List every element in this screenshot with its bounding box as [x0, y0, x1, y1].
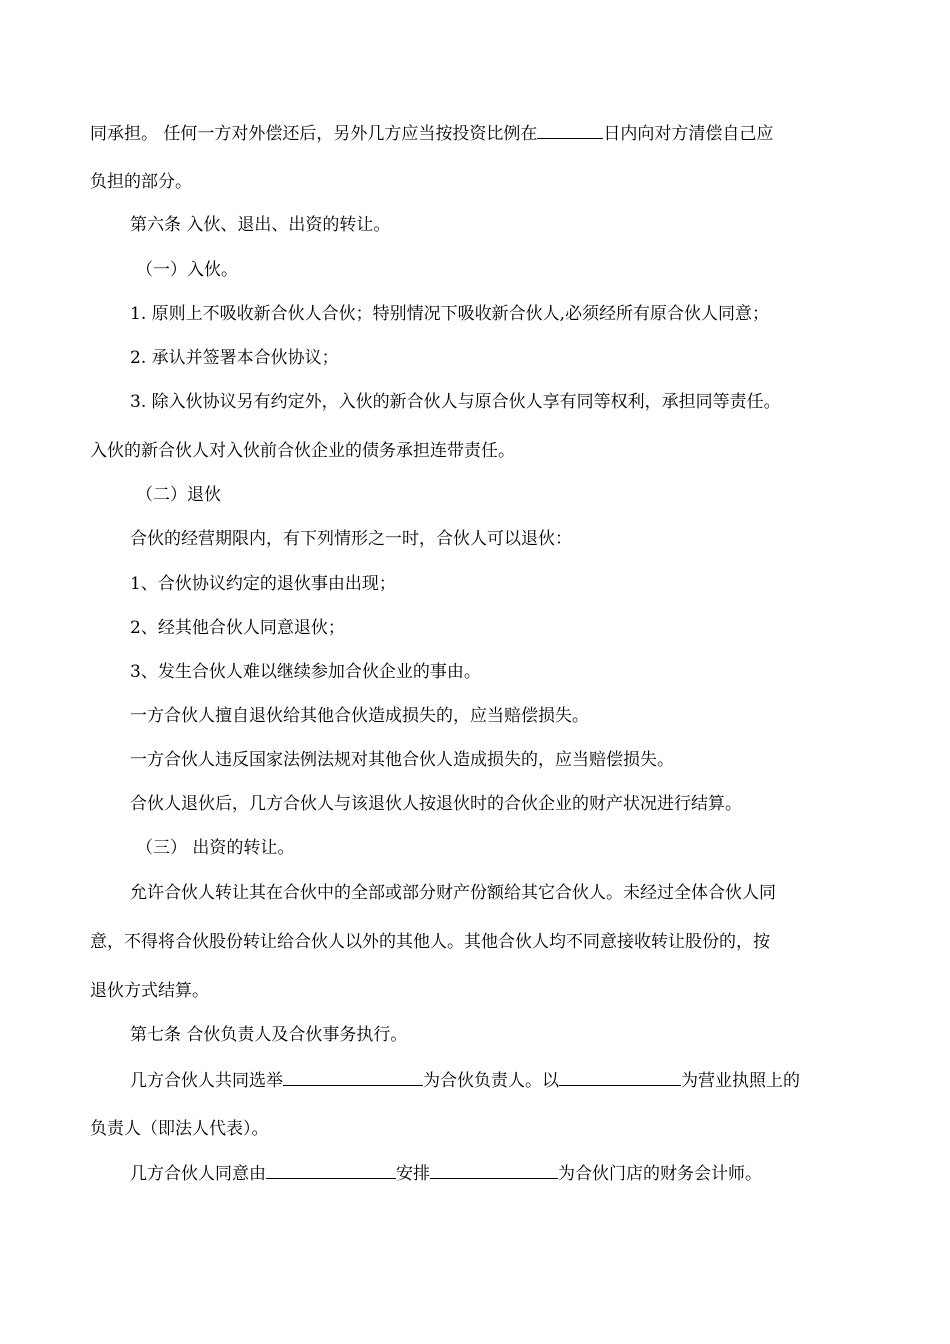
section-heading: （三） 出资的转让。 [136, 838, 295, 858]
paragraph-line: 负担的部分。 [90, 172, 192, 192]
section-heading: （二）退伙 [136, 485, 221, 505]
paragraph-line: 允许合伙人转让其在合伙中的全部或部分财产份额给其它合伙人。未经过全体合伙人同 [130, 883, 776, 903]
list-item: 2. 承认并签署本合伙协议； [130, 348, 339, 368]
paragraph-line [130, 1162, 762, 1185]
section-heading: （一）入伙。 [136, 260, 238, 280]
list-item: 1、合伙协议约定的退伙事由出现； [130, 574, 396, 594]
list-item: 3. 除入伙协议另有约定外，入伙的新合伙人与原合伙人享有同等权利，承担同等责任。 [130, 392, 781, 412]
list-item: 3、发生合伙人难以继续参加合伙企业的事由。 [130, 662, 481, 682]
paragraph-line: 入伙的新合伙人对入伙前合伙企业的债务承担连带责任。 [90, 441, 515, 461]
fill-blank[interactable] [537, 122, 603, 139]
paragraph-line: 合伙人退伙后，几方合伙人与该退伙人按退伙时的合伙企业的财产状况进行结算。 [130, 794, 742, 814]
article-heading: 第六条 入伙、退出、出资的转让。 [130, 215, 391, 235]
list-item: 1. 原则上不吸收新合伙人合伙；特别情况下吸收新合伙人,必须经所有原合伙人同意； [130, 304, 770, 324]
fill-blank[interactable] [559, 1069, 681, 1086]
fill-blank[interactable] [283, 1069, 423, 1086]
text: 为营业执照上的 [681, 1071, 800, 1091]
text: 为合伙负责人。以 [423, 1071, 559, 1091]
paragraph-line [130, 1069, 800, 1092]
paragraph-line: 合伙的经营期限内，有下列情形之一时，合伙人可以退伙： [130, 529, 572, 549]
text: 几方合伙人共同选举 [130, 1071, 283, 1091]
paragraph-line: 一方合伙人违反国家法例法规对其他合伙人造成损失的，应当赔偿损失。 [130, 750, 674, 770]
paragraph-line: 退伙方式结算。 [90, 981, 209, 1001]
article-heading: 第七条 合伙负责人及合伙事务执行。 [130, 1025, 408, 1045]
paragraph-line: 意，不得将合伙股份转让给合伙人以外的其他人。其他合伙人均不同意接收转让股份的，按 [90, 932, 770, 952]
fill-blank[interactable] [430, 1162, 558, 1179]
text: 日内向对方清偿自己应 [603, 124, 774, 144]
text: 几方合伙人同意由 [130, 1164, 266, 1184]
paragraph-line: 负责人（即法人代表）。 [90, 1119, 269, 1139]
text: 安排 [396, 1164, 430, 1184]
text: 同承担。 任何一方对外偿还后，另外几方应当按投资比例在 [90, 124, 538, 144]
fill-blank[interactable] [266, 1162, 396, 1179]
text: 为合伙门店的财务会计师。 [558, 1164, 762, 1184]
list-item: 2、经其他合伙人同意退伙； [130, 618, 345, 638]
paragraph-line: 一方合伙人擅自退伙给其他合伙造成损失的，应当赔偿损失。 [130, 706, 589, 726]
paragraph-line [90, 122, 773, 145]
